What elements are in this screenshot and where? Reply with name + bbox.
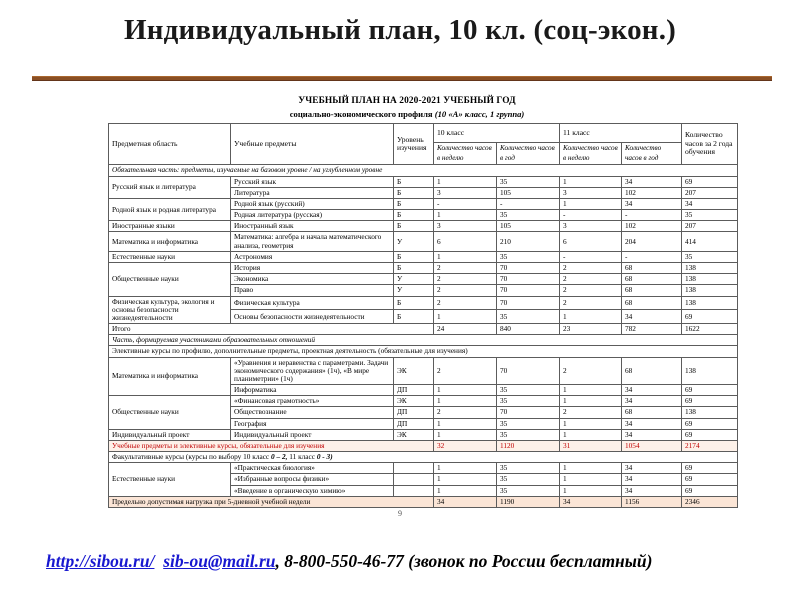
- cell-hours-week-11: 3: [560, 221, 622, 232]
- cell-hours-year-10: 35: [497, 385, 560, 396]
- cell-level: Б: [394, 251, 434, 262]
- cell-hours-week-11: 1: [560, 176, 622, 187]
- cell-hours-week-10: 2: [434, 262, 497, 273]
- cell-total-hours: 138: [682, 274, 738, 285]
- cell-subject: «Финансовая грамотность»: [231, 396, 394, 407]
- table-header: [109, 124, 738, 165]
- row-max-load-year-10: 1190: [497, 496, 560, 507]
- cell-subject-area: Математика и информатика: [109, 357, 231, 396]
- cell-total-hours: 207: [682, 187, 738, 198]
- cell-total-hours: 207: [682, 221, 738, 232]
- cell-level: Б: [394, 176, 434, 187]
- cell-level: ЭК: [394, 396, 434, 407]
- col-header-subject: Учебные предметы: [231, 124, 394, 165]
- cell-hours-week-10: 1: [434, 485, 497, 496]
- cell-hours-week-10: 2: [434, 296, 497, 310]
- cell-subject: Иностранный язык: [231, 221, 394, 232]
- cell-level: У: [394, 274, 434, 285]
- cell-hours-week-11: 1: [560, 310, 622, 324]
- table-row: [109, 262, 738, 273]
- cell-hours-week-11: 6: [560, 232, 622, 251]
- cell-subject: История: [231, 262, 394, 273]
- cell-hours-year-11: 34: [622, 463, 682, 474]
- curriculum-table: [108, 123, 738, 508]
- cell-hours-year-10: 35: [497, 176, 560, 187]
- col-header-grade10: 10 класс: [434, 124, 560, 143]
- cell-subject: Литература: [231, 187, 394, 198]
- facultative-range-11: 0 - 3): [316, 452, 333, 462]
- cell-subject: Право: [231, 285, 394, 296]
- row-max-load-label: Предельно допустимая нагрузка при 5-дневной учебной недели: [109, 496, 434, 507]
- cell-hours-year-11: 68: [622, 262, 682, 273]
- cell-total-hours: 138: [682, 357, 738, 385]
- cell-hours-week-10: 1: [434, 251, 497, 262]
- row-required-total: [109, 440, 738, 451]
- cell-total-hours: 138: [682, 262, 738, 273]
- cell-hours-year-10: 70: [497, 285, 560, 296]
- col-header-hours-week-11: Количество часов в неделю: [560, 143, 622, 165]
- cell-hours-year-10: 35: [497, 418, 560, 429]
- cell-total-hours: 35: [682, 251, 738, 262]
- row-itogo-label: Итого: [109, 324, 434, 335]
- cell-hours-week-11: 2: [560, 407, 622, 418]
- facultative-range-10: 0 – 2,: [271, 452, 288, 462]
- cell-subject: «Избранные вопросы физики»: [231, 474, 394, 485]
- cell-hours-year-11: 34: [622, 418, 682, 429]
- cell-total-hours: 34: [682, 198, 738, 209]
- cell-total-hours: 69: [682, 429, 738, 440]
- title-divider: [32, 76, 772, 81]
- cell-hours-year-11: 204: [622, 232, 682, 251]
- cell-subject: «Введение в органическую химию»: [231, 485, 394, 496]
- cell-hours-week-10: 2: [434, 407, 497, 418]
- cell-hours-year-10: 35: [497, 251, 560, 262]
- cell-hours-year-11: 68: [622, 274, 682, 285]
- document-heading: УЧЕБНЫЙ ПЛАН НА 2020-2021 УЧЕБНЫЙ ГОД: [298, 96, 516, 106]
- cell-hours-year-11: -: [622, 210, 682, 221]
- cell-subject: Родная литература (русская): [231, 210, 394, 221]
- cell-level: Б: [394, 262, 434, 273]
- row-max-load-year-11: 1156: [622, 496, 682, 507]
- row-itogo-year-11: 782: [622, 324, 682, 335]
- cell-hours-week-10: 1: [434, 385, 497, 396]
- cell-level: [394, 485, 434, 496]
- col-header-hours-year-11: Количество часов в год: [622, 143, 682, 165]
- document-subheading: [108, 108, 706, 120]
- cell-subject-area: Естественные науки: [109, 251, 231, 262]
- cell-subject: «Практическая биология»: [231, 463, 394, 474]
- cell-total-hours: 414: [682, 232, 738, 251]
- cell-level: Б: [394, 221, 434, 232]
- cell-level: [394, 463, 434, 474]
- table-row: [109, 357, 738, 385]
- cell-hours-year-10: 35: [497, 210, 560, 221]
- band-facultative-row: [109, 452, 738, 463]
- cell-hours-year-11: 34: [622, 310, 682, 324]
- cell-hours-week-11: 1: [560, 418, 622, 429]
- cell-hours-week-11: 2: [560, 262, 622, 273]
- cell-hours-week-10: 1: [434, 418, 497, 429]
- cell-level: ЭК: [394, 357, 434, 385]
- email-link[interactable]: sib-ou@mail.ru: [163, 551, 276, 571]
- cell-subject: Индивидуальный проект: [231, 429, 394, 440]
- cell-hours-week-11: 1: [560, 385, 622, 396]
- cell-hours-year-10: -: [497, 198, 560, 209]
- lesson-plan-document: [108, 95, 733, 508]
- cell-level: Б: [394, 198, 434, 209]
- cell-hours-week-11: 2: [560, 285, 622, 296]
- cell-subject-area: Индивидуальный проект: [109, 429, 231, 440]
- cell-hours-year-10: 70: [497, 274, 560, 285]
- col-header-grade11: 11 класс: [560, 124, 682, 143]
- cell-level: ДП: [394, 418, 434, 429]
- row-itogo-total: 1622: [682, 324, 738, 335]
- band-formed: Часть, формируемая участниками образовательных отношений: [109, 335, 738, 346]
- cell-total-hours: 69: [682, 418, 738, 429]
- cell-total-hours: 138: [682, 407, 738, 418]
- cell-total-hours: 69: [682, 485, 738, 496]
- cell-hours-week-11: 1: [560, 429, 622, 440]
- cell-hours-week-11: 1: [560, 463, 622, 474]
- col-header-hours-year-10: Количество часов в год: [497, 143, 560, 165]
- row-itogo-year-10: 840: [497, 324, 560, 335]
- row-itogo-week-11: 23: [560, 324, 622, 335]
- cell-hours-year-11: 68: [622, 407, 682, 418]
- band-mandatory-row: [109, 165, 738, 176]
- row-required-total-label: Учебные предметы и элективные курсы, обязательные для изучения: [109, 440, 434, 451]
- cell-subject: Математика: алгебра и начала математического анализа, геометрия: [231, 232, 394, 251]
- band-elective: Элективные курсы по профилю, дополнительные предметы, проектная деятельность (обязательные для изучения): [109, 346, 738, 357]
- cell-hours-week-11: 1: [560, 474, 622, 485]
- document-subheading-plain: социально-экономического профиля: [289, 109, 433, 119]
- cell-subject: Русский язык: [231, 176, 394, 187]
- cell-subject: Обществознание: [231, 407, 394, 418]
- cell-level: [394, 474, 434, 485]
- band-elective-row: [109, 346, 738, 357]
- cell-level: Б: [394, 187, 434, 198]
- row-required-total-week-10: 32: [434, 440, 497, 451]
- row-max-load-week-11: 34: [560, 496, 622, 507]
- cell-hours-week-10: 1: [434, 310, 497, 324]
- row-required-total-year-10: 1120: [497, 440, 560, 451]
- table-row: [109, 198, 738, 209]
- cell-hours-year-10: 105: [497, 187, 560, 198]
- row-required-total-total: 2174: [682, 440, 738, 451]
- row-itogo-week-10: 24: [434, 324, 497, 335]
- cell-hours-year-11: 102: [622, 221, 682, 232]
- table-row: [109, 463, 738, 474]
- row-max-load-total: 2346: [682, 496, 738, 507]
- cell-hours-year-10: 70: [497, 357, 560, 385]
- table-row: [109, 251, 738, 262]
- cell-hours-year-11: 34: [622, 396, 682, 407]
- cell-hours-week-11: -: [560, 251, 622, 262]
- band-facultative: Факультативные курсы (курсы по выбору 10 класс 0 – 2, 11 класс 0 - 3): [109, 452, 738, 463]
- cell-subject-area: Математика и информатика: [109, 232, 231, 251]
- cell-subject-area: Физическая культура, экология и основы безопасности жизнедеятельности: [109, 296, 231, 324]
- cell-hours-year-10: 35: [497, 396, 560, 407]
- cell-hours-week-10: 1: [434, 463, 497, 474]
- cell-hours-week-11: 2: [560, 296, 622, 310]
- footer-contacts: [46, 551, 766, 572]
- cell-hours-year-11: 102: [622, 187, 682, 198]
- cell-hours-week-11: 1: [560, 485, 622, 496]
- table-header-row-1: [109, 124, 738, 143]
- cell-hours-week-10: 1: [434, 474, 497, 485]
- cell-hours-week-10: 1: [434, 210, 497, 221]
- cell-level: У: [394, 285, 434, 296]
- cell-subject-area: Родной язык и родная литература: [109, 198, 231, 220]
- row-required-total-week-11: 31: [560, 440, 622, 451]
- cell-hours-week-10: 1: [434, 396, 497, 407]
- cell-hours-year-11: 34: [622, 176, 682, 187]
- band-formed-row: [109, 335, 738, 346]
- cell-hours-week-10: 3: [434, 187, 497, 198]
- cell-hours-week-10: 1: [434, 429, 497, 440]
- cell-hours-week-10: 2: [434, 357, 497, 385]
- cell-level: ДП: [394, 385, 434, 396]
- cell-hours-year-11: 34: [622, 198, 682, 209]
- cell-total-hours: 69: [682, 385, 738, 396]
- col-header-hours-week-10: Количество часов в неделю: [434, 143, 497, 165]
- cell-hours-year-11: 34: [622, 474, 682, 485]
- cell-subject: Экономика: [231, 274, 394, 285]
- website-link[interactable]: http://sibou.ru/: [46, 551, 155, 571]
- cell-hours-year-10: 105: [497, 221, 560, 232]
- cell-hours-year-11: 68: [622, 285, 682, 296]
- cell-hours-year-11: 68: [622, 296, 682, 310]
- cell-hours-year-10: 35: [497, 474, 560, 485]
- cell-hours-year-11: 34: [622, 429, 682, 440]
- cell-level: ЭК: [394, 429, 434, 440]
- cell-hours-year-10: 35: [497, 310, 560, 324]
- cell-subject: Астрономия: [231, 251, 394, 262]
- table-body: [109, 165, 738, 508]
- table-row: [109, 176, 738, 187]
- col-header-total: Количество часов за 2 года обучения: [682, 124, 738, 165]
- cell-subject-area: Общественные науки: [109, 396, 231, 430]
- cell-hours-year-10: 70: [497, 262, 560, 273]
- band-mandatory: Обязательная часть: предметы, изучаемые на базовом уровне / на углубленном уровне: [109, 165, 738, 176]
- table-row: [109, 396, 738, 407]
- cell-subject-area: Общественные науки: [109, 262, 231, 296]
- cell-hours-week-10: 2: [434, 274, 497, 285]
- cell-subject: Физическая культура: [231, 296, 394, 310]
- page-title: Индивидуальный план, 10 кл. (соц-экон.): [123, 14, 677, 46]
- table-row: [109, 232, 738, 251]
- cell-total-hours: 69: [682, 474, 738, 485]
- table-row: [109, 296, 738, 310]
- row-itogo: [109, 324, 738, 335]
- cell-subject: «Уравнения и неравенства с параметрами. Задачи экономического содержания» (1ч), «В мире планиметрии» (1ч): [231, 357, 394, 385]
- cell-hours-week-10: 2: [434, 285, 497, 296]
- cell-hours-year-10: 70: [497, 407, 560, 418]
- cell-hours-year-10: 35: [497, 463, 560, 474]
- cell-hours-year-10: 35: [497, 485, 560, 496]
- page-number: 9: [398, 509, 402, 518]
- cell-total-hours: 69: [682, 463, 738, 474]
- table-row: [109, 221, 738, 232]
- cell-subject: Родной язык (русский): [231, 198, 394, 209]
- cell-hours-year-10: 210: [497, 232, 560, 251]
- cell-total-hours: 35: [682, 210, 738, 221]
- row-max-load: [109, 496, 738, 507]
- cell-subject-area: Русский язык и литература: [109, 176, 231, 198]
- cell-level: Б: [394, 310, 434, 324]
- cell-hours-year-10: 70: [497, 296, 560, 310]
- cell-total-hours: 138: [682, 285, 738, 296]
- cell-subject-area: Иностранные языки: [109, 221, 231, 232]
- cell-level: Б: [394, 296, 434, 310]
- cell-hours-week-10: 3: [434, 221, 497, 232]
- cell-total-hours: 69: [682, 176, 738, 187]
- cell-hours-year-11: 34: [622, 485, 682, 496]
- cell-total-hours: 69: [682, 396, 738, 407]
- cell-total-hours: 138: [682, 296, 738, 310]
- document-subheading-italic: (10 «А» класс, 1 группа): [434, 109, 525, 119]
- row-required-total-year-11: 1054: [622, 440, 682, 451]
- col-header-area: Предметная область: [109, 124, 231, 165]
- cell-hours-year-10: 35: [497, 429, 560, 440]
- cell-subject-area: Естественные науки: [109, 463, 231, 497]
- cell-hours-year-11: 68: [622, 357, 682, 385]
- cell-hours-year-11: -: [622, 251, 682, 262]
- cell-hours-week-11: -: [560, 210, 622, 221]
- row-max-load-week-10: 34: [434, 496, 497, 507]
- cell-hours-week-10: 6: [434, 232, 497, 251]
- cell-hours-week-11: 1: [560, 198, 622, 209]
- table-row: [109, 429, 738, 440]
- cell-level: У: [394, 232, 434, 251]
- footer-phone-text: , 8-800-550-46-77 (звонок по России бесплатный): [275, 551, 653, 571]
- cell-subject: Информатика: [231, 385, 394, 396]
- cell-hours-week-11: 1: [560, 396, 622, 407]
- col-header-level: Уровень изучения: [394, 124, 434, 165]
- cell-hours-week-10: 1: [434, 176, 497, 187]
- cell-hours-week-10: -: [434, 198, 497, 209]
- cell-subject: Основы безопасности жизнедеятельности: [231, 310, 394, 324]
- cell-hours-week-11: 2: [560, 357, 622, 385]
- cell-hours-year-11: 34: [622, 385, 682, 396]
- cell-level: Б: [394, 210, 434, 221]
- cell-subject: География: [231, 418, 394, 429]
- cell-hours-week-11: 2: [560, 274, 622, 285]
- cell-total-hours: 69: [682, 310, 738, 324]
- cell-hours-week-11: 3: [560, 187, 622, 198]
- cell-level: ДП: [394, 407, 434, 418]
